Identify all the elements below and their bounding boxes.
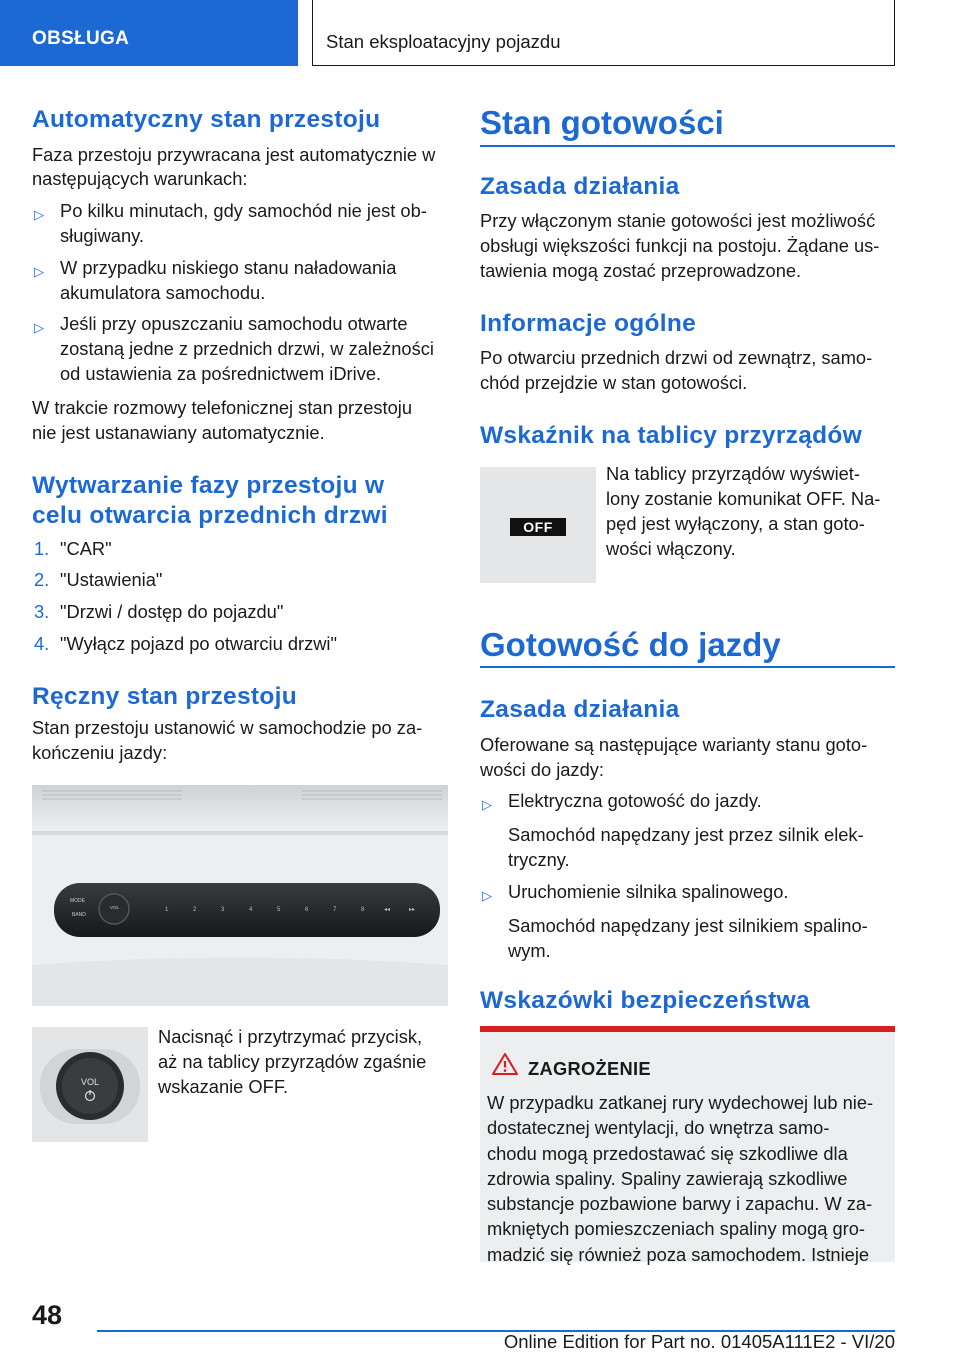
heading-principle: Zasada działania — [480, 696, 680, 723]
bullet-triangle-icon: ▷ — [482, 797, 492, 812]
svg-text:◂◂: ◂◂ — [384, 907, 391, 913]
paragraph-line: obsługi większości funkcji na postoju. Żądane us- — [480, 235, 880, 256]
paragraph-line: Na tablicy przyrządów wyświet- — [606, 463, 860, 484]
cluster-off-image — [480, 467, 596, 583]
list-item-line: sługiwany. — [60, 225, 144, 246]
step-number: 4. — [34, 633, 50, 654]
paragraph-line: Faza przestoju przywracana jest automatycznie w — [32, 144, 436, 165]
list-item-line: Po kilku minutach, gdy samochód nie jest ob- — [60, 200, 427, 221]
step-number: 2. — [34, 569, 50, 590]
list-item-line: W przypadku niskiego stanu naładowania — [60, 257, 397, 278]
heading-principle: Zasada działania — [480, 173, 680, 200]
paragraph-line: wości do jazdy: — [480, 759, 604, 780]
paragraph-line: W trakcie rozmowy telefonicznej stan przestoju — [32, 397, 412, 418]
band-label: BAND — [72, 912, 86, 918]
paragraph-line: nie jest ustanawiany automatycznie. — [32, 422, 325, 443]
warning-text — [487, 1090, 889, 1267]
paragraph-line: lony zostanie komunikat OFF. Na- — [606, 488, 881, 509]
paragraph-line: pęd jest wyłączony, a stan goto- — [606, 513, 865, 534]
bullet-triangle-icon: ▷ — [34, 320, 44, 335]
section-tab — [0, 0, 298, 66]
list-item-detail: Samochód napędzany jest przez silnik elek- — [508, 824, 864, 845]
footer-edition: Online Edition for Part no. 01405A111E2 - VI/20 — [503, 1331, 895, 1352]
warning-line: mkniętych pomieszczeniach spaliny mogą gro- — [487, 1218, 865, 1240]
heading-general: Informacje ogólne — [480, 310, 697, 337]
heading-generate-idle-line2: celu otwarcia przednich drzwi — [32, 502, 388, 529]
paragraph-line: następujących warunkach: — [32, 168, 248, 189]
list-item-detail: Samochód napędzany jest silnikiem spalino- — [508, 915, 868, 936]
step-text: "Ustawienia" — [60, 569, 163, 590]
paragraph-line: Po otwarciu przednich drzwi od zewnątrz, samo- — [480, 347, 873, 368]
paragraph-line: chód przejdzie w stan gotowości. — [480, 372, 748, 393]
preset-3: 3 — [221, 907, 225, 913]
list-item-line: akumulatora samochodu. — [60, 282, 266, 303]
warning-line: chodu mogą przedostawać się szkodliwe dla — [487, 1142, 848, 1164]
caption-line: wskazanie OFF. — [158, 1076, 289, 1097]
warning-line: substancje pozbawione barwy i zapachu. W za- — [487, 1193, 873, 1215]
title-drive-ready: Gotowość do jazdy — [480, 626, 781, 663]
heading-generate-idle: Wytwarzanie fazy przestoju w — [32, 472, 385, 499]
page-number: 48 — [32, 1300, 63, 1330]
warning-title: ZAGROŻENIE — [528, 1058, 651, 1079]
title-rule — [480, 666, 895, 668]
preset-1: 1 — [165, 907, 169, 913]
off-badge: OFF — [510, 518, 566, 536]
preset-4: 4 — [249, 907, 253, 913]
heading-manual-idle: Ręczny stan przestoju — [32, 683, 297, 710]
preset-8: 8 — [361, 907, 365, 913]
paragraph-line: Stan przestoju ustanowić w samochodzie po za- — [32, 717, 423, 738]
list-item-line: Jeśli przy opuszczaniu samochodu otwarte — [60, 313, 408, 334]
step-text: "Drzwi / dostęp do pojazdu" — [60, 601, 284, 622]
paragraph-line: Przy włączonym stanie gotowości jest możliwość — [480, 210, 876, 231]
bullet-triangle-icon: ▷ — [34, 207, 44, 222]
step-number: 3. — [34, 601, 50, 622]
caption-line: Nacisnąć i przytrzymać przycisk, — [158, 1026, 423, 1047]
volume-button-image — [32, 1027, 148, 1142]
title-rule — [480, 145, 895, 147]
paragraph-line: kończeniu jazdy: — [32, 742, 168, 763]
paragraph-line: Oferowane są następujące warianty stanu goto- — [480, 734, 868, 755]
list-item-line: zostaną jedne z przednich drzwi, w zależności — [60, 338, 434, 359]
list-item-detail: tryczny. — [508, 849, 570, 870]
svg-text:▸▸: ▸▸ — [409, 907, 416, 913]
warning-line: W przypadku zatkanej rury wydechowej lub nie- — [487, 1092, 874, 1113]
caption-line: aż na tablicy przyrządów zgaśnie — [158, 1051, 427, 1072]
warning-line: madzić się również poza samochodem. Istnieje — [487, 1243, 870, 1265]
section-label: OBSŁUGA — [32, 28, 130, 49]
paragraph-line: wości włączony. — [606, 538, 736, 559]
center-console-image — [32, 785, 448, 1006]
step-number: 1. — [34, 538, 50, 559]
vol-label: VOL — [81, 1077, 100, 1087]
list-item-label: Uruchomienie silnika spalinowego. — [508, 881, 789, 902]
vol-label-small: VOL — [110, 905, 120, 910]
preset-6: 6 — [305, 907, 309, 913]
list-item-detail: wym. — [508, 940, 551, 961]
heading-automatic-idle: Automatyczny stan przestoju — [32, 106, 381, 133]
warning-triangle-icon — [492, 1052, 518, 1076]
bullet-triangle-icon: ▷ — [482, 888, 492, 903]
chapter-title: Stan eksploatacyjny pojazdu — [326, 31, 561, 52]
warning-line: dostatecznej wentylacji, do wnętrza samo- — [487, 1117, 830, 1139]
title-standby: Stan gotowości — [480, 104, 724, 141]
list-item-label: Elektryczna gotowość do jazdy. — [508, 790, 762, 811]
warning-line: zdrowia spaliny. Spaliny zawierają szkodliwe — [487, 1167, 848, 1189]
heading-indicator: Wskaźnik na tablicy przyrządów — [480, 422, 863, 449]
preset-7: 7 — [333, 907, 337, 913]
step-text: "CAR" — [60, 538, 112, 559]
mode-label: MODE — [70, 898, 85, 904]
bullet-triangle-icon: ▷ — [34, 264, 44, 279]
list-item-line: od ustawienia za pośrednictwem iDrive. — [60, 363, 382, 384]
preset-5: 5 — [277, 907, 281, 913]
chapter-header — [312, 0, 895, 66]
heading-safety: Wskazówki bezpieczeństwa — [480, 987, 810, 1014]
paragraph-line: tawienia mogą zostać przeprowadzone. — [480, 260, 802, 281]
warning-box — [480, 1032, 895, 1265]
preset-2: 2 — [193, 907, 197, 913]
step-text: "Wyłącz pojazd po otwarciu drzwi" — [60, 633, 337, 654]
